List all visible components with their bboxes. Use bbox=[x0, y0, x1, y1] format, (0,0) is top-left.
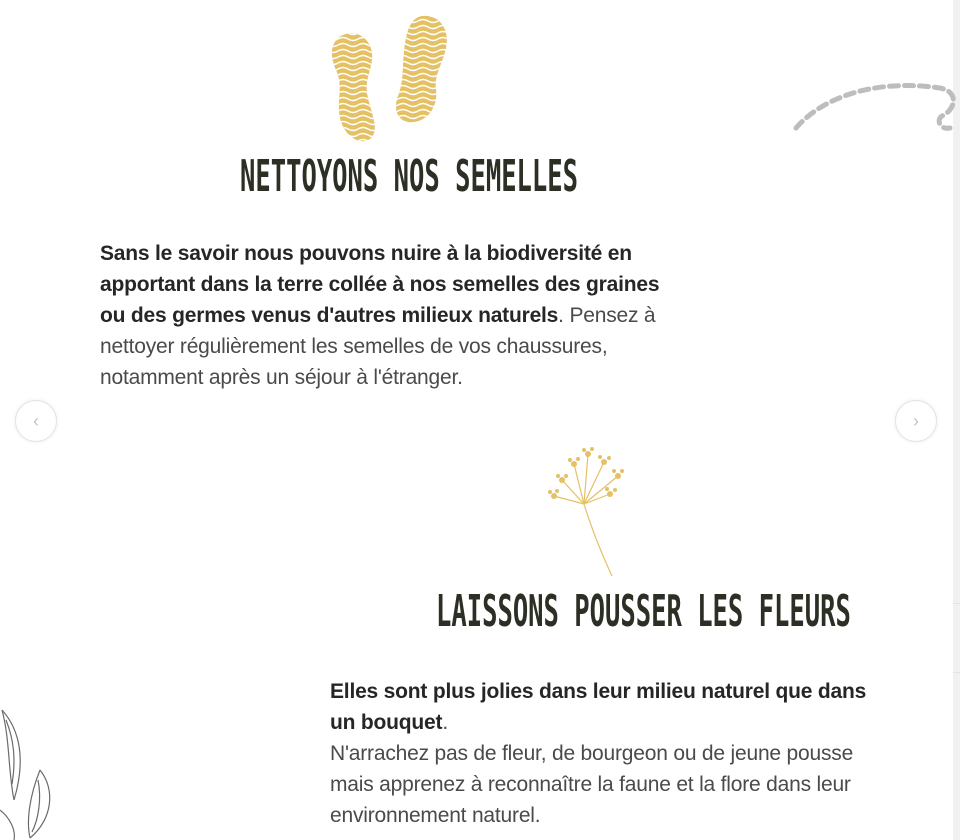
chevron-left-icon: ‹ bbox=[33, 410, 39, 431]
section-text-normal: . N'arrachez pas de fleur, de bourgeon ou de jeune pousse mais apprenez à reconnaître la faune et la flore dans leur environnement naturel. bbox=[330, 711, 854, 827]
footprints-icon bbox=[318, 12, 458, 144]
section-text-semelles bbox=[100, 238, 670, 393]
dashed-swirl-decoration bbox=[790, 70, 960, 140]
section-text-bold: Sans le savoir nous pouvons nuire à la biodiversité en apportant dans la terre collée à nos semelles des graines ou des germes venus d'autres milieux naturels bbox=[100, 242, 660, 327]
carousel-next-button[interactable] bbox=[895, 400, 937, 442]
leaves-decoration bbox=[0, 680, 70, 840]
section-title-semelles: NETTOYONS NOS SEMELLES bbox=[240, 151, 579, 202]
flower-icon bbox=[540, 440, 630, 580]
section-text-fleurs bbox=[330, 676, 890, 831]
section-title-fleurs: LAISSONS POUSSER LES FLEURS bbox=[436, 586, 851, 637]
carousel-prev-button[interactable] bbox=[15, 400, 57, 442]
chevron-right-icon: › bbox=[913, 410, 919, 431]
section-text-normal: . Pensez à nettoyer régulièrement les semelles de vos chaussures, notamment après un séjour à l'étranger. bbox=[100, 304, 656, 389]
section-text-bold: Elles sont plus jolies dans leur milieu naturel que dans un bouquet bbox=[330, 680, 867, 734]
